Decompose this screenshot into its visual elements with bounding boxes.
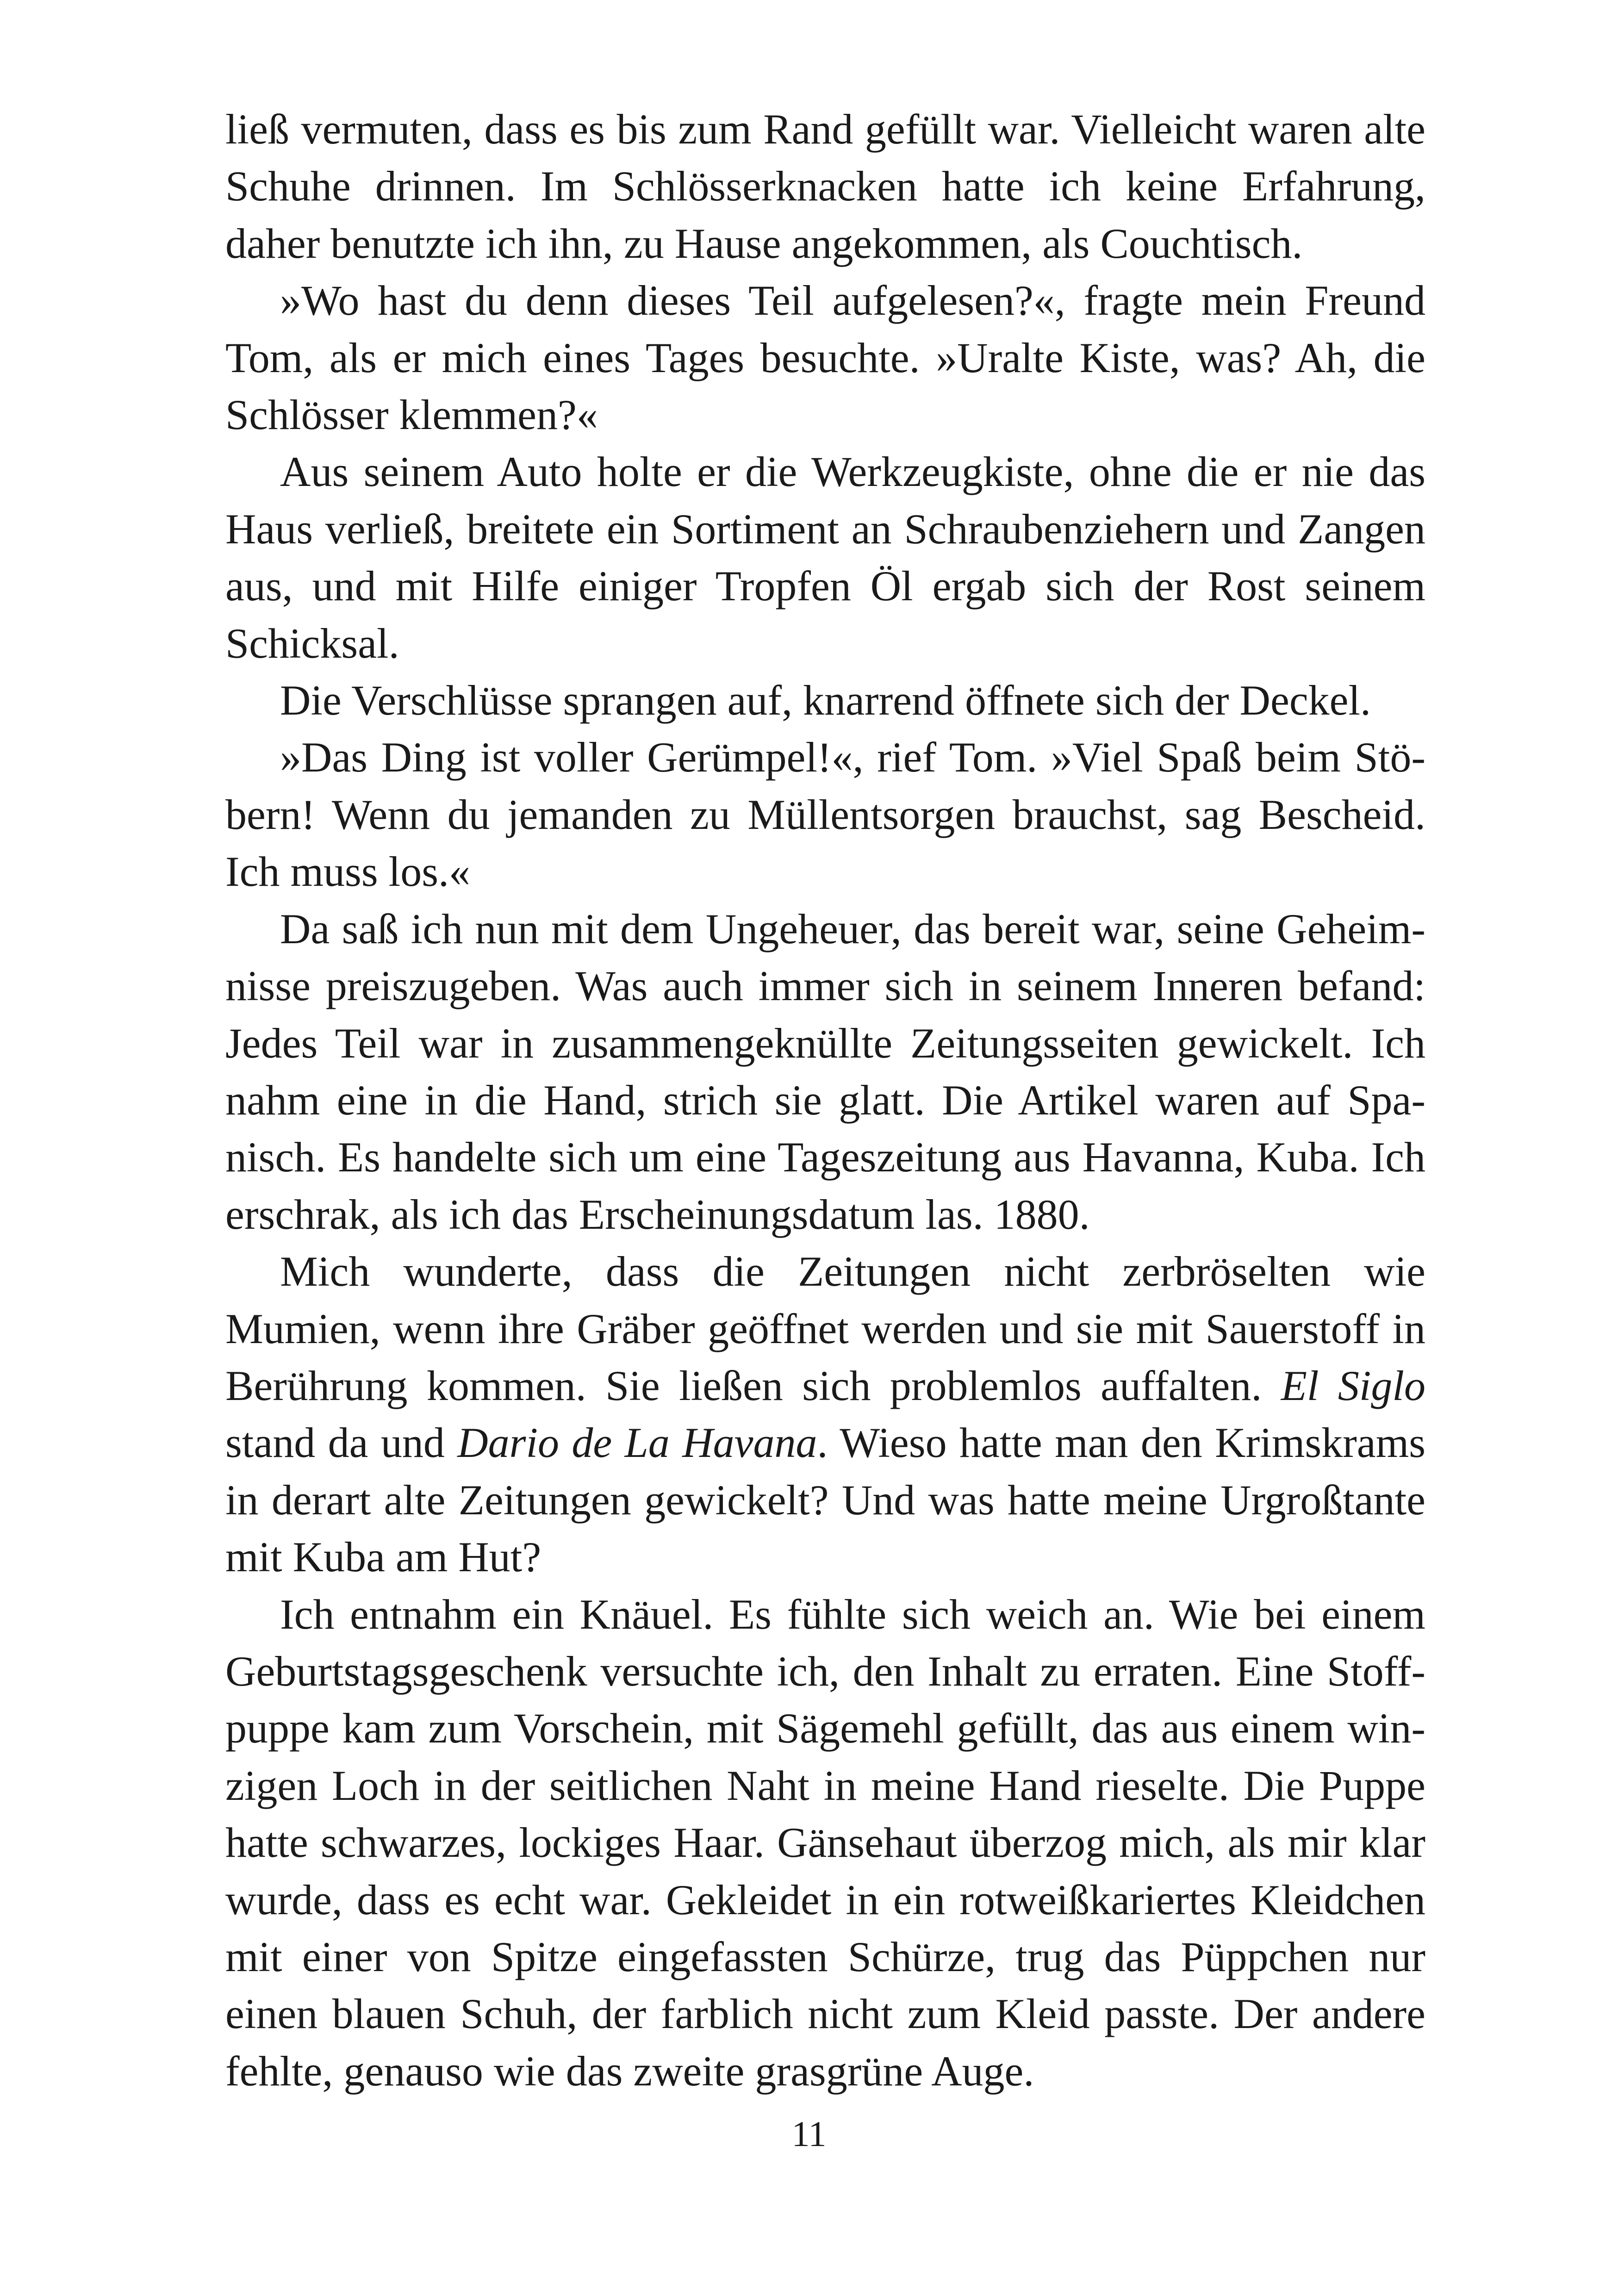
newspaper-title: Dario de La Havana bbox=[457, 1419, 817, 1467]
page-body bbox=[225, 101, 1425, 2100]
paragraph: ließ vermuten, dass es bis zum Rand gefüllt war. Vielleicht waren alte Schuhe drinnen. Im Schlösserknacken hatte ich keine Erfahrung, daher benutzte ich ihn, zu Hause angekommen, als Couchtisch. bbox=[225, 106, 1425, 267]
paragraph: Aus seinem Auto holte er die Werkzeugkiste, ohne die er nie das Haus verließ, breitete ein Sortiment an Schraubenziehern und Zangen aus, und mit Hilfe einiger Tropfen Öl ergab sich der Rost seinem Schicksal. bbox=[225, 448, 1425, 667]
body-text bbox=[225, 101, 1425, 2100]
paragraph: Da saß ich nun mit dem Ungeheuer, das bereit war, seine Geheimnisse preiszugeben. Was auch immer sich in seinem Inneren befand: Jedes Teil war in zusammengeknüllte Zeitungsseiten gewickelt. Ich nahm eine in die Hand, strich sie glatt. Die Artikel waren auf Spanisch. Es handelte sich um eine Tageszeitung aus Havanna, Kuba. Ich erschrak, als ich das Erscheinungsdatum las. 1880. bbox=[225, 905, 1425, 1238]
paragraph: Die Verschlüsse sprangen auf, knarrend öffnete sich der Deckel. bbox=[280, 677, 1371, 724]
paragraph: »Wo hast du denn dieses Teil aufgelesen?«, fragte mein Freund Tom, als er mich eines Tages besuchte. »Uralte Kiste, was? Ah, die Schlösser klemmen?« bbox=[225, 277, 1425, 439]
paragraph-text: stand da und bbox=[225, 1419, 458, 1467]
paragraph-text: Mich wunderte, dass die Zeitungen nicht zerbröselten wie Mumien, wenn ihre Gräber geöffnet werden und sie mit Sauerstoff in Berührung kommen. Sie ließen sich problemlos auffalten. bbox=[225, 1248, 1425, 1409]
paragraph bbox=[225, 1243, 1425, 1586]
newspaper-title: El Siglo bbox=[1281, 1362, 1425, 1409]
paragraph-text: . Wieso hatte man den Krimskrams in derart alte Zeitungen gewickelt? Und was hatte meine Urgroßtante mit Kuba am Hut? bbox=[225, 1419, 1425, 1581]
paragraph: Ich entnahm ein Knäuel. Es fühlte sich weich an. Wie bei einem Geburtstagsgeschenk versuchte ich, den Inhalt zu erraten. Eine Stoffpuppe kam zum Vorschein, mit Sägemehl gefüllt, das aus einem winzigen Loch in der seitlichen Naht in meine Hand rieselte. Die Puppe hatte schwarzes, lockiges Haar. Gänsehaut überzog mich, als mir klar wurde, dass es echt war. Gekleidet in ein rotweißkariertes Kleidchen mit einer von Spitze eingefassten Schürze, trug das Püppchen nur einen blauen Schuh, der farblich nicht zum Kleid passte. Der andere fehlte, genauso wie das zweite grasgrüne Auge. bbox=[225, 1590, 1425, 2095]
paragraph: »Das Ding ist voller Gerümpel!«, rief Tom. »Viel Spaß beim Stöbern! Wenn du jemanden zu Müllentsorgen brauchst, sag Bescheid. Ich muss los.« bbox=[225, 734, 1425, 896]
page-number: 11 bbox=[791, 2114, 827, 2154]
